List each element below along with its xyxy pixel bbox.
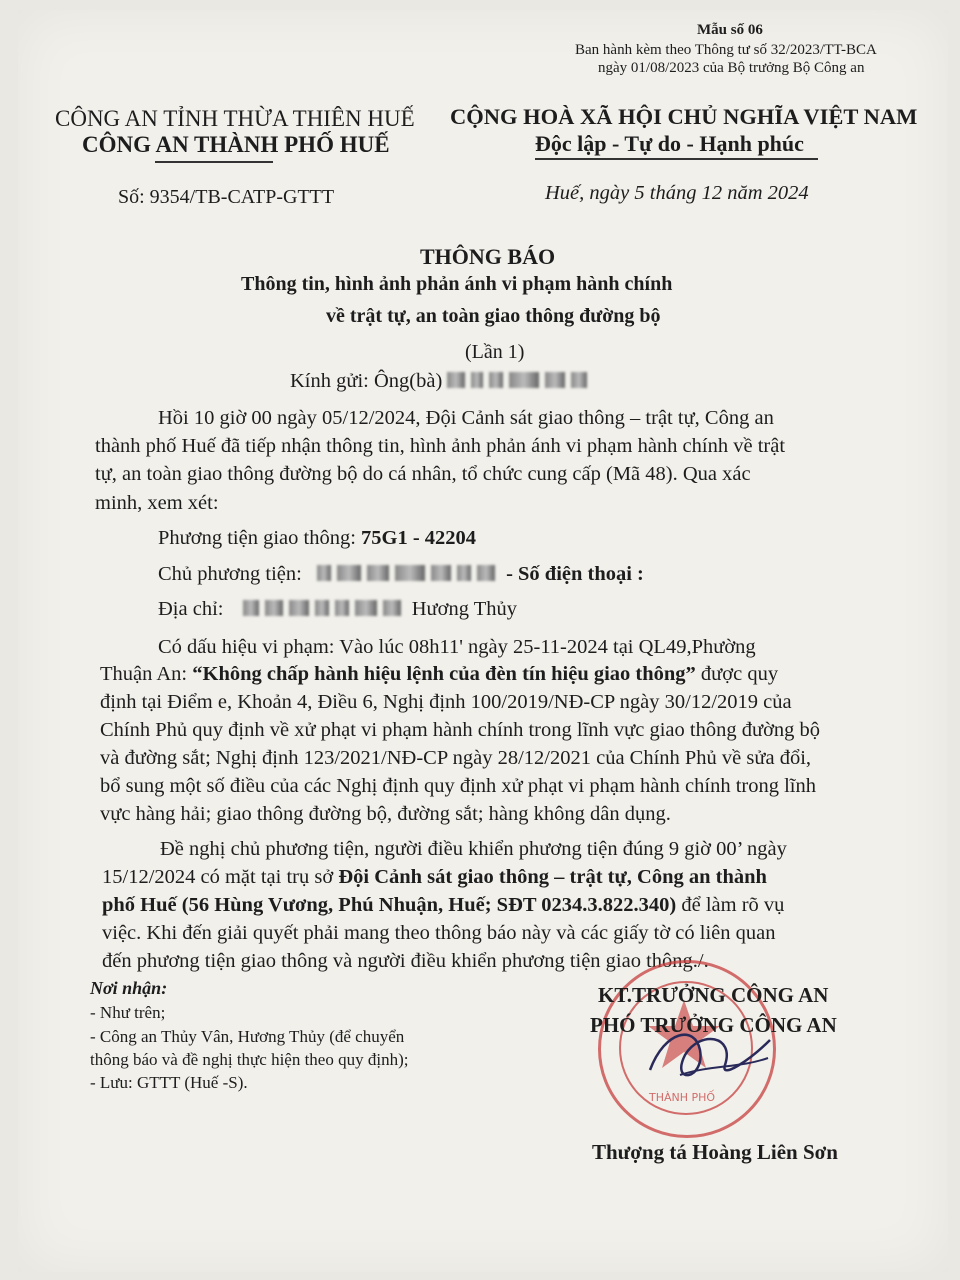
para1-line3: tự, an toàn giao thông đường bộ do cá nhân, tổ chức cung cấp (Mã 48). Qua xác xyxy=(95,463,751,485)
recipients-line2: - Công an Thủy Vân, Hương Thủy (để chuyển xyxy=(90,1027,405,1046)
address-label: Địa chỉ: xyxy=(158,598,224,620)
para3-line6: bổ sung một số điều của các Nghị định quy định xử phạt vi phạm hành chính trong lĩnh xyxy=(100,775,816,797)
motto-underline xyxy=(535,158,818,160)
recipient-label: Kính gửi: Ông(bà) xyxy=(290,370,443,392)
para3-line2 xyxy=(100,663,778,686)
office-name: Đội Cảnh sát giao thông – trật tự, Công an thành xyxy=(338,866,767,888)
para4-line1: Đề nghị chủ phương tiện, người điều khiển phương tiện đúng 9 giờ 00’ ngày xyxy=(160,838,787,860)
address-tail: Hương Thủy xyxy=(411,598,518,620)
owner-label: Chủ phương tiện: xyxy=(158,563,302,585)
para3-line4: Chính Phủ quy định về xử phạt vi phạm hành chính trong lĩnh vực giao thông đường bộ xyxy=(100,719,821,741)
signer-name: Thượng tá Hoàng Liên Sơn xyxy=(592,1140,838,1164)
para3-line7: vực hàng hải; giao thông đường bộ, đường sắt; hàng không dân dụng. xyxy=(100,803,671,825)
para4-line3-suffix: để làm rõ vụ xyxy=(676,894,785,916)
seal-text: THÀNH PHỐ xyxy=(649,1091,716,1104)
para3-line2-suffix: được quy xyxy=(695,663,779,685)
issuer-underline xyxy=(155,161,273,163)
address-line xyxy=(158,598,517,622)
vehicle-label: Phương tiện giao thông: xyxy=(158,527,356,549)
signer-role-2: PHÓ TRƯỞNG CÔNG AN xyxy=(590,1013,837,1037)
para4-line3 xyxy=(102,894,784,917)
document-number: Số: 9354/TB-CATP-GTTT xyxy=(118,186,335,208)
owner-line xyxy=(158,563,644,587)
vehicle-line xyxy=(158,527,476,550)
issuer-parent: CÔNG AN TỈNH THỪA THIÊN HUẾ xyxy=(55,106,415,131)
para4-line2-prefix: 15/12/2024 có mặt tại trụ sở xyxy=(102,866,339,888)
para3-line1: Có dấu hiệu vi phạm: Vào lúc 08h11' ngày 25-11-2024 tại QL49,Phường xyxy=(158,636,756,658)
office-address: phố Huế (56 Hùng Vương, Phú Nhuận, Huế; SĐT 0234.3.822.340) xyxy=(102,894,677,916)
vehicle-plate: 75G1 - 42204 xyxy=(361,527,477,549)
notice-subtitle-2: về trật tự, an toàn giao thông đường bộ xyxy=(326,305,661,327)
phone-label: - Số điện thoại : xyxy=(506,563,644,585)
recipient-line xyxy=(290,370,593,394)
para4-line2 xyxy=(102,866,767,889)
nation-name: CỘNG HOÀ XÃ HỘI CHỦ NGHĨA VIỆT NAM xyxy=(450,104,918,129)
notice-subtitle-1: Thông tin, hình ảnh phản ánh vi phạm hành chính xyxy=(241,273,673,295)
redacted-address xyxy=(243,599,407,622)
place-date: Huế, ngày 5 tháng 12 năm 2024 xyxy=(545,182,809,204)
recipients-line3: thông báo và đề nghị thực hiện theo quy định); xyxy=(90,1050,409,1069)
para1-line1: Hồi 10 giờ 00 ngày 05/12/2024, Đội Cảnh sát giao thông – trật tự, Công an xyxy=(158,407,774,429)
para3-line3: định tại Điểm e, Khoản 4, Điều 6, Nghị định 100/2019/NĐ-CP ngày 30/12/2019 của xyxy=(100,691,792,713)
notice-time: (Lần 1) xyxy=(465,341,525,363)
redacted-owner xyxy=(317,564,501,587)
notice-heading: THÔNG BÁO xyxy=(420,244,556,269)
violation-description: “Không chấp hành hiệu lệnh của đèn tín hiệu giao thông” xyxy=(192,663,696,685)
nation-motto: Độc lập - Tự do - Hạnh phúc xyxy=(535,131,804,156)
form-issued-line2: ngày 01/08/2023 của Bộ trưởng Bộ Công an xyxy=(598,60,865,76)
para1-line2: thành phố Huế đã tiếp nhận thông tin, hình ảnh phản ánh vi phạm hành chính về trật xyxy=(95,435,786,457)
issuer-unit: CÔNG AN THÀNH PHỐ HUẾ xyxy=(82,132,390,157)
signer-role-1: KT.TRƯỞNG CÔNG AN xyxy=(598,983,829,1007)
para4-line4: việc. Khi đến giải quyết phải mang theo thông báo này và các giấy tờ có liên quan xyxy=(102,922,776,944)
recipients-line1: - Như trên; xyxy=(90,1003,166,1022)
para3-line5: và đường sắt; Nghị định 123/2021/NĐ-CP ngày 28/12/2021 của Chính Phủ về sửa đổi, xyxy=(100,747,812,769)
recipients-heading: Nơi nhận: xyxy=(90,978,168,998)
redacted-recipient xyxy=(447,371,593,394)
para3-line2-prefix: Thuận An: xyxy=(100,663,193,685)
para1-line4: minh, xem xét: xyxy=(95,492,219,514)
recipients-line4: - Lưu: GTTT (Huế -S). xyxy=(90,1073,248,1092)
para4-line5: đến phương tiện giao thông và người điều khiển phương tiện giao thông./. xyxy=(102,950,709,972)
form-issued-line1: Ban hành kèm theo Thông tư số 32/2023/TT-BCA xyxy=(575,42,877,58)
form-number: Mẫu số 06 xyxy=(697,22,763,38)
